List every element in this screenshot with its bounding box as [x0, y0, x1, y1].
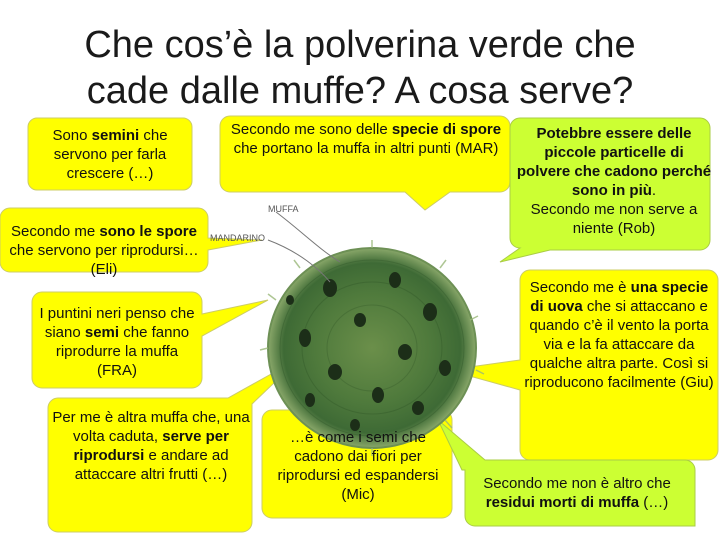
bubble-text-8: …è come i semi che cadono dai fiori per riprodursi ed espandersi (Mic) — [277, 429, 439, 503]
label-mandarino: MANDARINO — [210, 233, 266, 243]
bubble-text-6: Secondo me è una specie di uova che si attaccano e quando c’è il vento la porta via e la fa attaccare da qualche altra parte. Così si riproducono facilmente (Giu) — [524, 279, 714, 391]
bubble-text-7: Per me è altra muffa che, una volta caduta, serve per riprodursi e andare ad attaccare altri frutti (…) — [52, 409, 250, 483]
title-line-1: Che cos’è la polverina verde che — [84, 24, 636, 66]
bubble-text-2: Secondo me sono delle specie di spore che portano la muffa in altri punti (MAR) — [230, 121, 502, 157]
label-muffa: MUFFA — [268, 204, 299, 214]
bubble-text-9: Secondo me non è altro che residui morti di muffa (…) — [483, 475, 671, 511]
bubble-text-5: I puntini neri penso che siano semi che fanno riprodurre la muffa (FRA) — [39, 305, 195, 379]
bubble-text-1: Sono semini che servono per farla crescere (…) — [52, 127, 168, 182]
bubble-text-3: Potebbre essere delle piccole particelle di polvere che cadono perché sono in più. Secondo me non serve a niente (Rob) — [516, 125, 712, 237]
title-line-2: cade dalle muffe? A cosa serve? — [86, 70, 634, 112]
bubble-text-3b: Secondo me non serve a niente (Rob) — [530, 201, 698, 237]
bubble-text-4: Secondo me sono le spore che servono per riprodursi… (Eli) — [9, 223, 199, 278]
